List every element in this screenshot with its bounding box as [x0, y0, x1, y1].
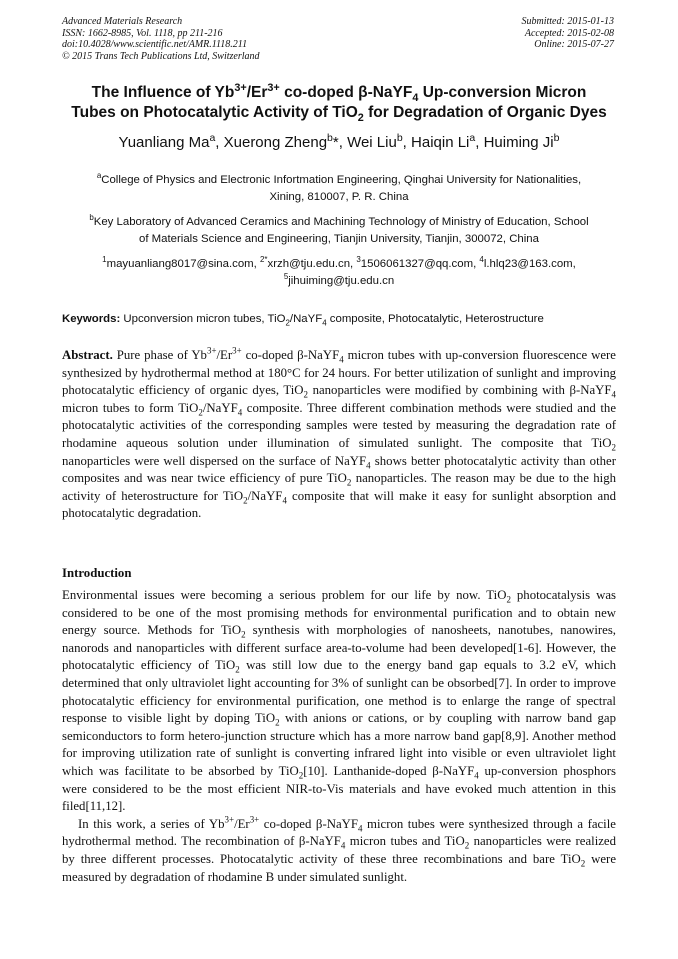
author: Huiming Ji$^b$	[483, 132, 560, 151]
author-emails: $^1$mayuanliang8017@sina.com, $^{2*}$xrzh@tju.edu.cn, $^3$1506061327@qq.com, $^4$l.hlq23@163.com, $^5$jihuiming@tju.edu.cn	[102, 255, 576, 287]
section-heading-introduction: Introduction	[62, 566, 132, 580]
abstract: Abstract. Pure phase of $Yb^{3+}/Er^{3+}$ co-doped β-NaYF$_4$ micron tubes with up-conversion fluorescence were synthesized by hydrothermal method at 180°C for 24 hours. For better utilization of sunlight and improving photocatalytic efficiency of organic dyes, TiO$_2$ nanoparticles were modified by combining with β-NaYF$_4$ micron tubes to form TiO$_2$/NaYF$_4$ composite. Three different combination methods were studied and the photocatalytic activities of the corresponding samples were tested by measuring the degradation rate of rhodamine aqueous solution under illumination of simulated sunlight. The composite that TiO$_2$ nanoparticles were well dispersed on the surface of NaYF$_4$ shows better photocatalytic activity than other composites and was near twice efficiency of pure TiO$_2$ nanoparticles. The reason may be due to the high activity of heterostructure for TiO$_2$/NaYF$_4$ composite that will make it easy for sunlight absorption and photocatalytic degradation.	[62, 345, 617, 521]
author: Haiqin Li$^a$,	[411, 132, 484, 151]
issn-line: ISSN: 1662-8985, Vol. 1118, pp 211-216	[62, 27, 223, 39]
introduction-body	[62, 587, 616, 886]
email-link[interactable]: l.hlq23@163.com,	[483, 258, 576, 270]
accepted-date: Accepted: 2015-02-08	[524, 27, 614, 39]
paragraph: In this work, a series of $Yb^{3+}/Er^{3+}$ co-doped β-NaYF$_4$ micron tubes were synthesized through a facile hydrothermal method. The recombination of β-NaYF$_4$ micron tubes and TiO$_2$ nanoparticles were realized by three different processes. Photocatalytic activity of these three recombinations and bare TiO$_2$ were measured by degradation of rhodamine B under simulated sunlight.	[62, 814, 617, 884]
affiliation-a: $^a$College of Physics and Electronic Infortmation Engineering, Qinghai University for Nationalities, Xining, 810007, P. R. China	[96, 171, 582, 203]
author: Wei Liu$^b$,	[347, 132, 412, 151]
doi-line: doi:10.4028/www.scientific.net/AMR.1118.211	[62, 39, 248, 50]
online-date: Online: 2015-07-27	[534, 39, 614, 50]
email-link[interactable]: jihuiming@tju.edu.cn	[288, 275, 395, 287]
submitted-date: Submitted: 2015-01-13	[521, 16, 614, 27]
abstract-label: Abstract.	[62, 348, 113, 362]
paragraph: Environmental issues were becoming a serious problem for our life by now. TiO$_2$ photocatalysis was considered to be one of the most promising methods for environmental purification and to obtain new energy source. Methods for TiO$_2$ synthesis with morphologies of nanosheets, nanotubes, nanowires, nanorods and nanoparticles with different surface area-to-volume had been developed[1-6]. However, the photocatalytic efficiency of TiO$_2$ was still low due to the energy band gap equals to 3.2 eV, which determined that only ultraviolet light accounting for 3% of sunlight can be obsorbed[7]. In order to improve photocatalytic efficiency for environmental purification, one method is to enlarge the range of spectral response to visible light by doping TiO$_2$ with anions or cations, or by coupling with narrow band gap semiconductors to form hetero-junction structure which has a more narrow band gap[8,9]. Another method for improving utilization rate of sunlight is converting infrared light into visible or even ultraviolet light which was facilitate to be absorbed by TiO$_2$[10]. Lanthanide-doped β-NaYF$_4$ up-conversion phosphors were considered to be the most efficient NIR-to-Vis materials and have evoked much attention in this filed[11,12].	[62, 588, 617, 814]
journal-info	[62, 16, 260, 62]
keywords-label: Keywords:	[62, 313, 121, 325]
author: Yuanliang Ma$^a$,	[118, 132, 224, 151]
email-link[interactable]: xrzh@tju.edu.cn,	[267, 258, 357, 270]
affiliation-b: $^b$Key Laboratory of Advanced Ceramics and Machining Technology of Ministry of Education, School of Materials Science and Engineering, Tianjin University, Tianjin, 300072, China	[89, 213, 589, 245]
copyright-line: © 2015 Trans Tech Publications Ltd, Switzerland	[62, 50, 260, 62]
email-link[interactable]: 1506061327@qq.com,	[360, 258, 480, 270]
email-link[interactable]: mayuanliang8017@sina.com,	[106, 258, 260, 270]
author: Xuerong Zheng$^b$*,	[223, 132, 348, 151]
paper-title: The Influence of $Yb^{3+}/Er^{3+}$ co-doped β-NaYF$_4$ Up-conversion Micron Tubes on Photocatalytic Activity of TiO$_2$ for Degradation of Organic Dyes	[71, 81, 607, 125]
keywords: Keywords: Upconversion micron tubes, TiO$_2$/NaYF$_4$ composite, Photocatalytic, Heterostructure	[62, 313, 544, 328]
author-list	[40, 134, 638, 151]
journal-name: Advanced Materials Research	[62, 16, 183, 27]
dates-info	[522, 16, 615, 51]
